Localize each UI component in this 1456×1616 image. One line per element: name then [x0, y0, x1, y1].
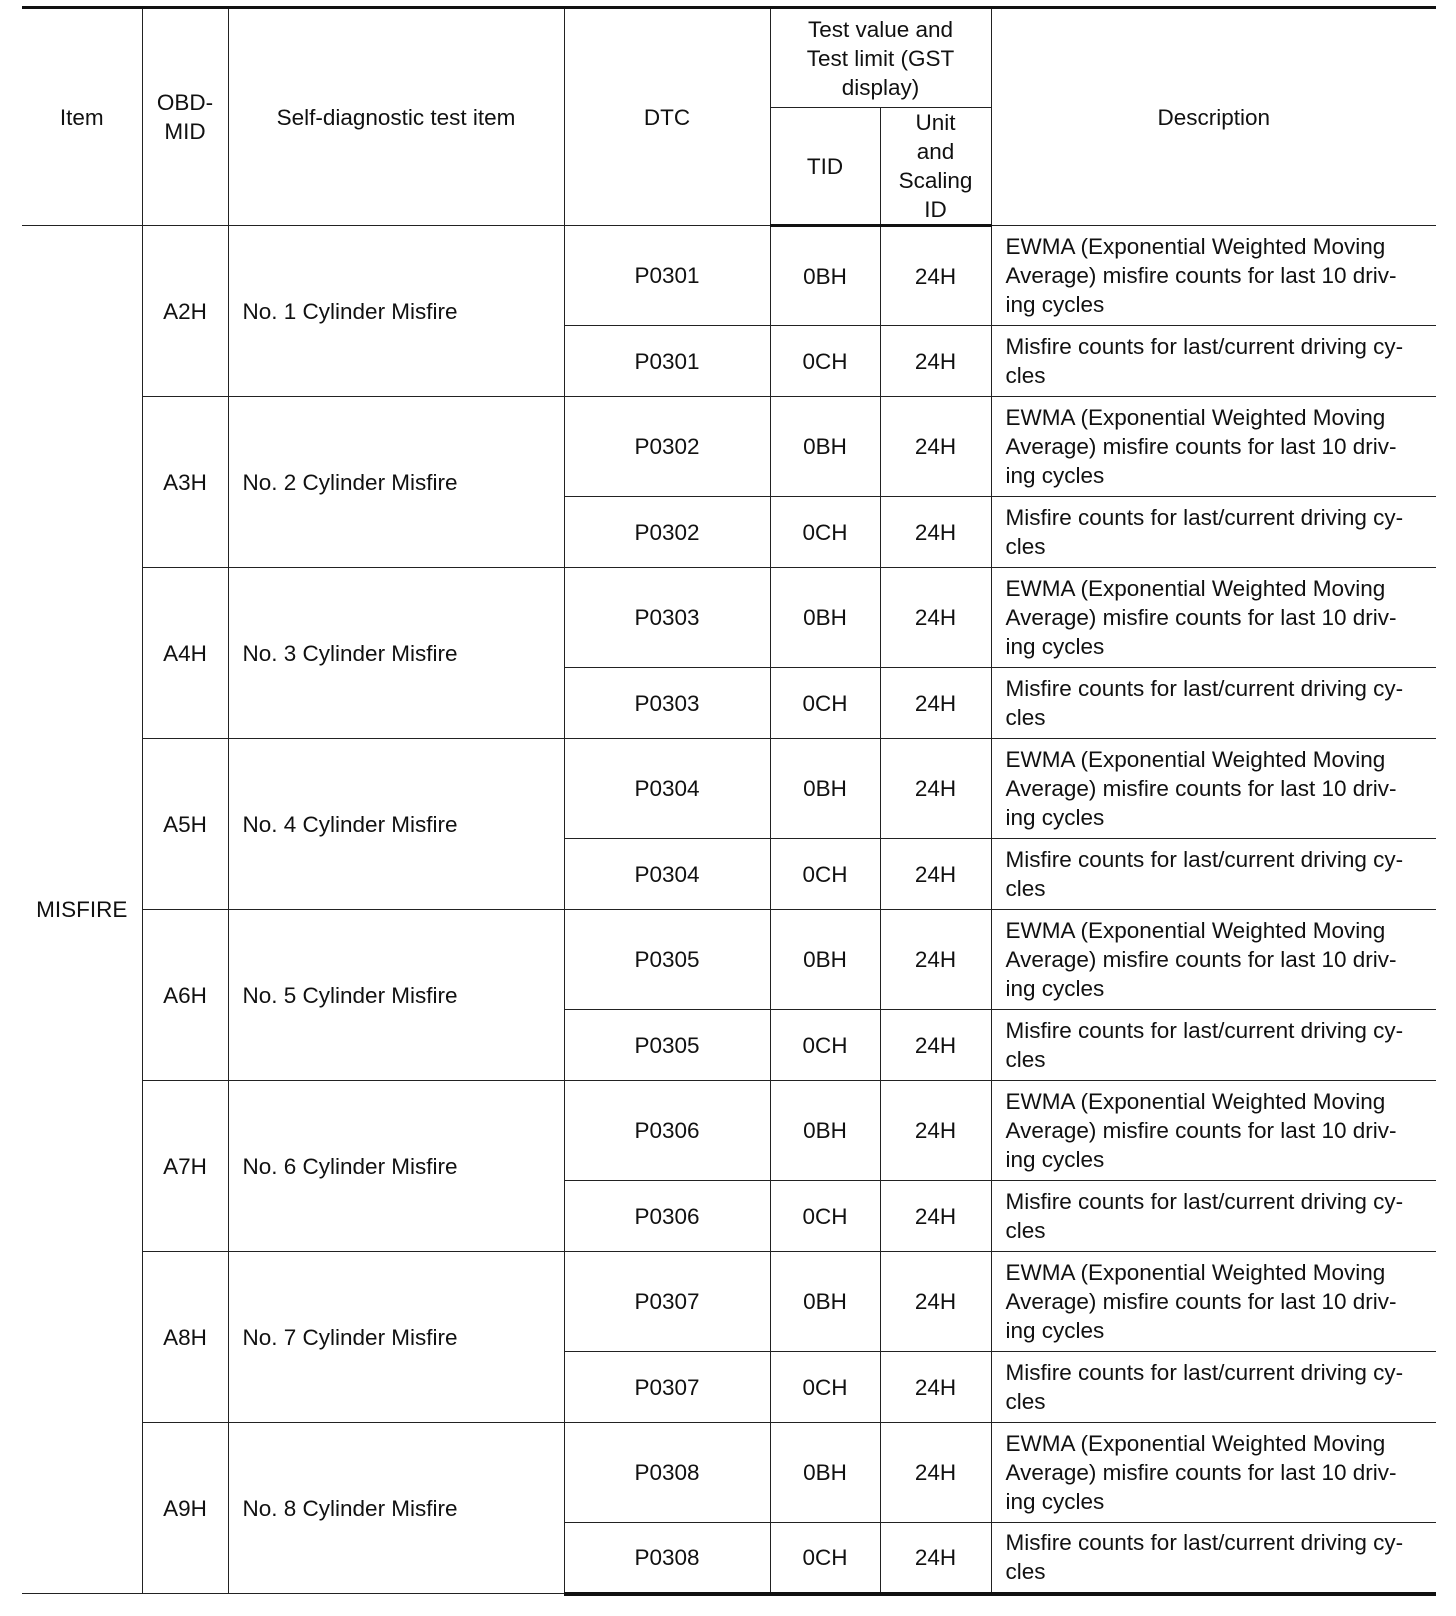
- table-header: [22, 8, 1436, 226]
- obd-mid-cell: A7H: [142, 1081, 228, 1252]
- dtc-cell: P0301: [564, 226, 770, 326]
- unit-scaling-cell: 24H: [880, 1252, 991, 1352]
- unit-scaling-cell: 24H: [880, 1081, 991, 1181]
- obd-mid-cell: A3H: [142, 397, 228, 568]
- test-item-cell: No. 3 Cylinder Misfire: [228, 568, 564, 739]
- description-cell: Misfire counts for last/current driving cy-cles: [991, 1352, 1436, 1423]
- dtc-cell: P0307: [564, 1352, 770, 1423]
- tid-cell: 0BH: [770, 568, 880, 668]
- table-row: [22, 1252, 1436, 1352]
- description-cell: EWMA (Exponential Weighted Moving Average) misfire counts for last 10 driv-ing cycles: [991, 1081, 1436, 1181]
- description-cell: Misfire counts for last/current driving cy-cles: [991, 1523, 1436, 1594]
- dtc-cell: P0301: [564, 326, 770, 397]
- obd-mid-cell: A2H: [142, 226, 228, 397]
- description-cell: EWMA (Exponential Weighted Moving Average) misfire counts for last 10 driv-ing cycles: [991, 397, 1436, 497]
- tid-cell: 0BH: [770, 226, 880, 326]
- header-item: Item: [22, 8, 142, 226]
- description-cell: EWMA (Exponential Weighted Moving Average) misfire counts for last 10 driv-ing cycles: [991, 1252, 1436, 1352]
- test-item-cell: No. 6 Cylinder Misfire: [228, 1081, 564, 1252]
- tid-cell: 0CH: [770, 1010, 880, 1081]
- description-cell: EWMA (Exponential Weighted Moving Average) misfire counts for last 10 driv-ing cycles: [991, 739, 1436, 839]
- dtc-cell: P0307: [564, 1252, 770, 1352]
- tid-cell: 0CH: [770, 668, 880, 739]
- dtc-cell: P0306: [564, 1181, 770, 1252]
- unit-scaling-cell: 24H: [880, 910, 991, 1010]
- test-item-cell: No. 5 Cylinder Misfire: [228, 910, 564, 1081]
- unit-scaling-cell: 24H: [880, 839, 991, 910]
- dtc-cell: P0302: [564, 397, 770, 497]
- unit-scaling-cell: 24H: [880, 1181, 991, 1252]
- test-item-cell: No. 1 Cylinder Misfire: [228, 226, 564, 397]
- tid-cell: 0BH: [770, 739, 880, 839]
- dtc-cell: P0304: [564, 839, 770, 910]
- obd-mid-cell: A8H: [142, 1252, 228, 1423]
- description-cell: Misfire counts for last/current driving cy-cles: [991, 839, 1436, 910]
- test-item-cell: No. 8 Cylinder Misfire: [228, 1423, 564, 1594]
- unit-scaling-cell: 24H: [880, 397, 991, 497]
- misfire-test-table: [22, 6, 1436, 1596]
- description-cell: EWMA (Exponential Weighted Moving Average) misfire counts for last 10 driv-ing cycles: [991, 226, 1436, 326]
- table-row: [22, 910, 1436, 1010]
- obd-mid-cell: A4H: [142, 568, 228, 739]
- unit-scaling-cell: 24H: [880, 1523, 991, 1594]
- tid-cell: 0CH: [770, 497, 880, 568]
- item-cell: MISFIRE: [22, 226, 142, 1594]
- table-row: [22, 568, 1436, 668]
- dtc-cell: P0303: [564, 668, 770, 739]
- test-item-cell: No. 4 Cylinder Misfire: [228, 739, 564, 910]
- tid-cell: 0CH: [770, 326, 880, 397]
- unit-scaling-cell: 24H: [880, 1423, 991, 1523]
- description-cell: Misfire counts for last/current driving cy-cles: [991, 1010, 1436, 1081]
- header-tid: TID: [770, 108, 880, 226]
- description-cell: EWMA (Exponential Weighted Moving Average) misfire counts for last 10 driv-ing cycles: [991, 568, 1436, 668]
- tid-cell: 0CH: [770, 839, 880, 910]
- dtc-cell: P0304: [564, 739, 770, 839]
- test-item-cell: No. 2 Cylinder Misfire: [228, 397, 564, 568]
- header-test-value-group: Test value and Test limit (GST display): [770, 8, 991, 108]
- header-unit-scaling-id: Unit and Scaling ID: [880, 108, 991, 226]
- unit-scaling-cell: 24H: [880, 1010, 991, 1081]
- unit-scaling-cell: 24H: [880, 668, 991, 739]
- description-cell: Misfire counts for last/current driving cy-cles: [991, 1181, 1436, 1252]
- obd-mid-cell: A5H: [142, 739, 228, 910]
- tid-cell: 0CH: [770, 1181, 880, 1252]
- dtc-cell: P0305: [564, 910, 770, 1010]
- description-cell: EWMA (Exponential Weighted Moving Average) misfire counts for last 10 driv-ing cycles: [991, 910, 1436, 1010]
- header-self-diagnostic-test-item: Self-diagnostic test item: [228, 8, 564, 226]
- tid-cell: 0CH: [770, 1523, 880, 1594]
- description-cell: EWMA (Exponential Weighted Moving Average) misfire counts for last 10 driv-ing cycles: [991, 1423, 1436, 1523]
- dtc-cell: P0303: [564, 568, 770, 668]
- tid-cell: 0BH: [770, 397, 880, 497]
- tid-cell: 0CH: [770, 1352, 880, 1423]
- unit-scaling-cell: 24H: [880, 739, 991, 839]
- dtc-cell: P0306: [564, 1081, 770, 1181]
- table-body: [22, 226, 1436, 1594]
- obd-mid-cell: A9H: [142, 1423, 228, 1594]
- unit-scaling-cell: 24H: [880, 1352, 991, 1423]
- tid-cell: 0BH: [770, 1081, 880, 1181]
- table-row: [22, 1081, 1436, 1181]
- tid-cell: 0BH: [770, 910, 880, 1010]
- header-description: Description: [991, 8, 1436, 226]
- header-dtc: DTC: [564, 8, 770, 226]
- unit-scaling-cell: 24H: [880, 226, 991, 326]
- dtc-cell: P0308: [564, 1523, 770, 1594]
- table-row: [22, 397, 1436, 497]
- tid-cell: 0BH: [770, 1423, 880, 1523]
- description-cell: Misfire counts for last/current driving cy-cles: [991, 668, 1436, 739]
- table-row: [22, 739, 1436, 839]
- description-cell: Misfire counts for last/current driving cy-cles: [991, 326, 1436, 397]
- header-obd-mid: OBD- MID: [142, 8, 228, 226]
- unit-scaling-cell: 24H: [880, 568, 991, 668]
- test-item-cell: No. 7 Cylinder Misfire: [228, 1252, 564, 1423]
- unit-scaling-cell: 24H: [880, 497, 991, 568]
- dtc-cell: P0305: [564, 1010, 770, 1081]
- table-row: [22, 226, 1436, 326]
- table-row: [22, 1423, 1436, 1523]
- tid-cell: 0BH: [770, 1252, 880, 1352]
- description-cell: Misfire counts for last/current driving cy-cles: [991, 497, 1436, 568]
- obd-mid-cell: A6H: [142, 910, 228, 1081]
- dtc-cell: P0308: [564, 1423, 770, 1523]
- dtc-cell: P0302: [564, 497, 770, 568]
- unit-scaling-cell: 24H: [880, 326, 991, 397]
